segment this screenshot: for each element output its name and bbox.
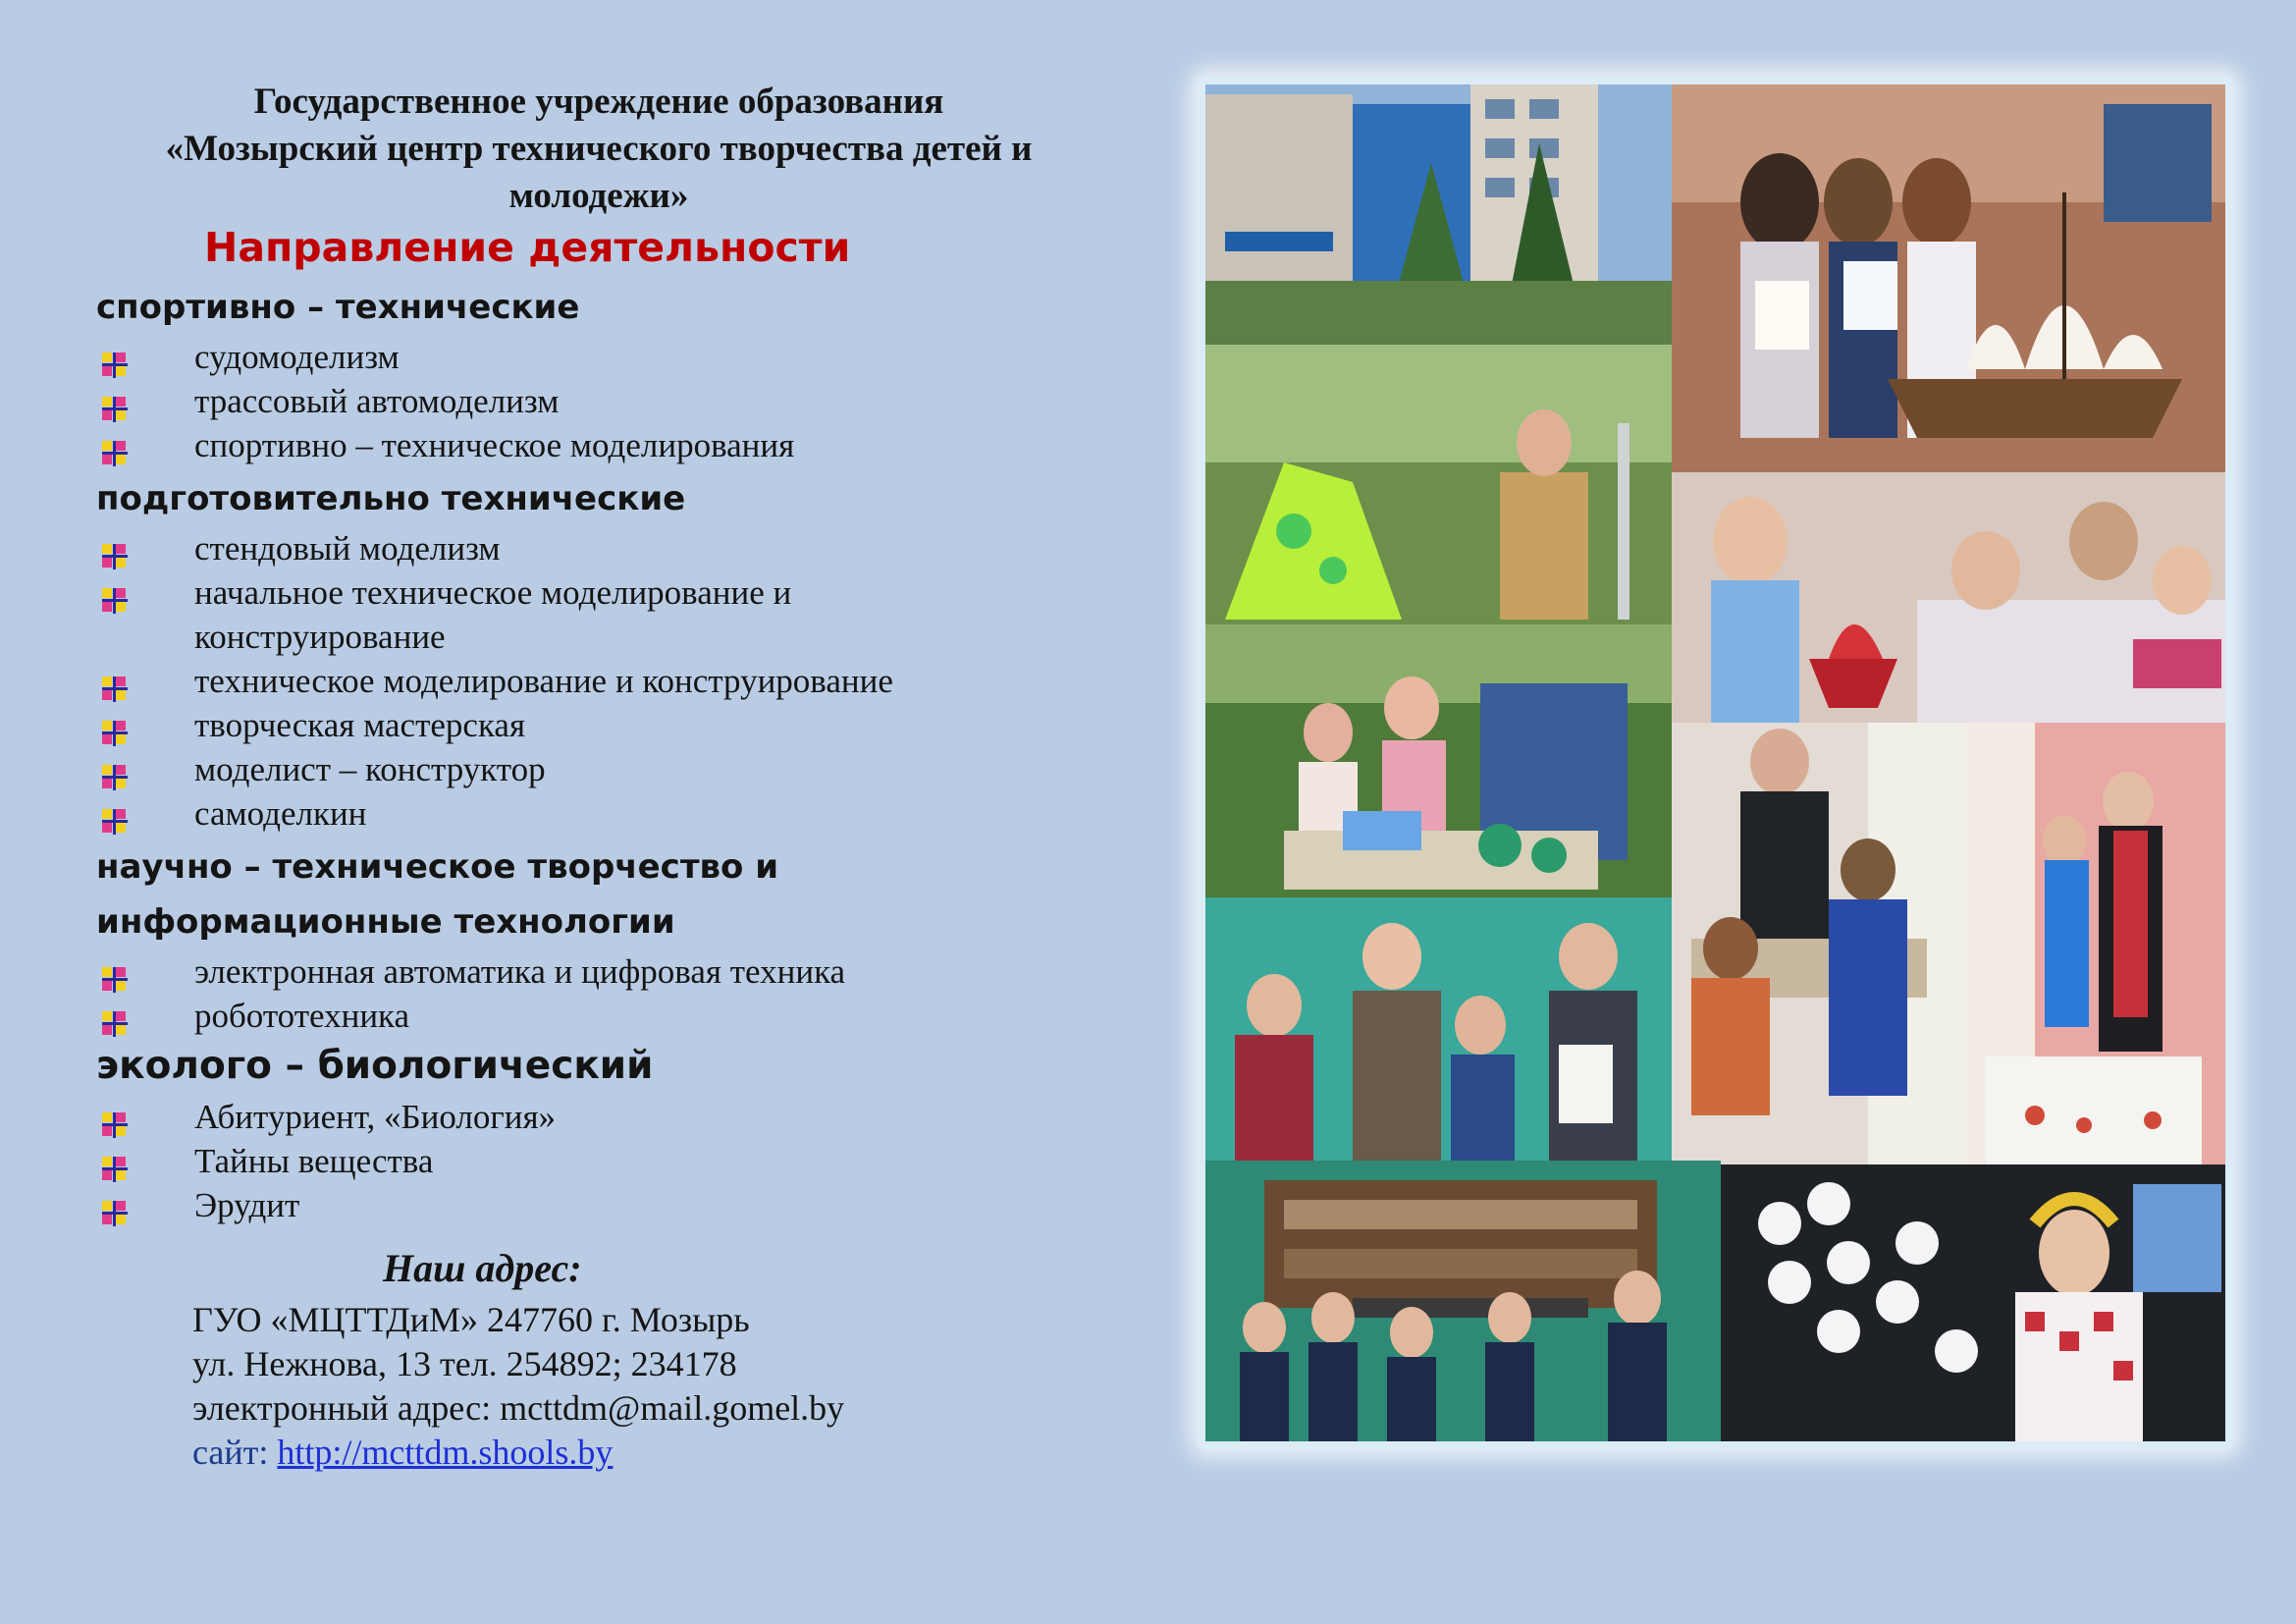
flag-bullet-icon: [102, 1149, 128, 1174]
flag-bullet-icon: [102, 713, 128, 738]
list-item: начальное техническое моделирование и: [96, 570, 1156, 615]
ship-model-award-photo: [1672, 84, 2225, 472]
exhibition-photo: [1205, 624, 1672, 897]
flag-bullet-icon: [102, 1193, 128, 1218]
girls-ship-model-photo: [1672, 472, 2225, 723]
address-line: ул. Нежнова, 13 тел. 254892; 234178: [192, 1344, 737, 1383]
list-item: робототехника: [96, 994, 1156, 1038]
flag-bullet-icon: [102, 1105, 128, 1130]
list-item: моделист – конструктор: [96, 747, 1156, 791]
flag-bullet-icon: [102, 757, 128, 783]
activity-heading: Направление деятельности: [204, 224, 851, 271]
list-item: электронная автоматика и цифровая техника: [96, 949, 1156, 994]
organization-title: Государственное учреждение образования «Мозырский центр технического творчества детей и молодежи»: [165, 81, 1033, 216]
classroom-robotics-photo: [1672, 723, 1966, 1164]
list-item: судомоделизм: [96, 335, 1156, 379]
email-line: электронный адрес: mcttdm@mail.gomel.by: [192, 1388, 845, 1428]
flag-bullet-icon: [102, 345, 128, 370]
kite-photo: [1205, 345, 1672, 624]
flag-bullet-icon: [102, 580, 128, 606]
folk-costume-photo: [1721, 1164, 2225, 1441]
list-item: техническое моделирование и конструирование: [96, 659, 1156, 703]
list-item-continuation: конструирование: [194, 618, 446, 656]
list-item: спортивно – техническое моделирования: [96, 423, 1156, 467]
list-item: трассовый автомоделизм: [96, 379, 1156, 423]
ship-workshop-photo: [1205, 1161, 1721, 1441]
address-block: [192, 1298, 844, 1475]
website-link[interactable]: http://mcttdm.shools.by: [277, 1433, 614, 1472]
category-title: подготовительно технические: [96, 479, 686, 518]
address-line: ГУО «МЦТТДиМ» 247760 г. Мозырь: [192, 1300, 750, 1339]
list-item: творческая мастерская: [96, 703, 1156, 747]
category-title-line2: информационные технологии: [96, 902, 675, 942]
flag-bullet-icon: [102, 1003, 128, 1029]
photo-collage: [1198, 77, 2233, 1449]
list-item: Абитуриент, «Биология»: [96, 1095, 1156, 1139]
category-title: спортивно – технические: [96, 288, 580, 327]
flag-bullet-icon: [102, 801, 128, 827]
list-item: стендовый моделизм: [96, 526, 1156, 570]
list-item: Эрудит: [96, 1183, 1156, 1227]
category-title: научно – техническое творчество и: [96, 847, 779, 887]
boys-diploma-photo: [1205, 897, 1672, 1161]
graduation-gowns-photo: [1966, 723, 2225, 1164]
building-photo: [1205, 84, 1672, 345]
list-item: самоделкин: [96, 791, 1156, 836]
address-title: Наш адрес:: [383, 1246, 582, 1290]
category-title: эколого – биологический: [96, 1044, 654, 1088]
website-line: сайт: http://mcttdm.shools.by: [192, 1433, 614, 1472]
flag-bullet-icon: [102, 669, 128, 694]
list-item: Тайны вещества: [96, 1139, 1156, 1183]
flag-bullet-icon: [102, 959, 128, 985]
flag-bullet-icon: [102, 433, 128, 459]
flag-bullet-icon: [102, 536, 128, 562]
activity-list: [96, 280, 1156, 1227]
flag-bullet-icon: [102, 389, 128, 414]
